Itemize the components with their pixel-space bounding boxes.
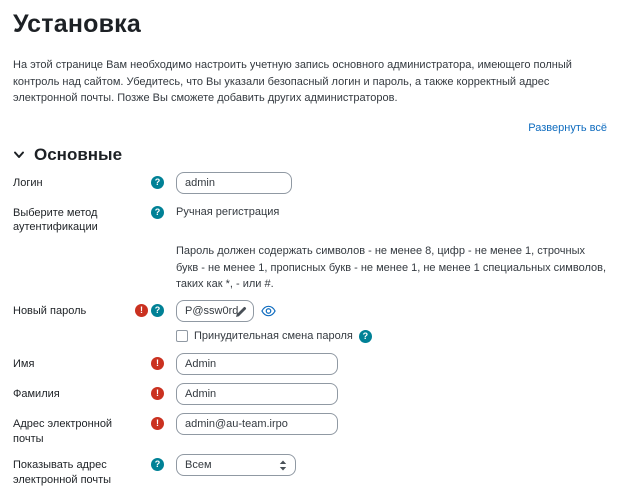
section-general-header[interactable]: [13, 145, 608, 165]
lastname-label: Фамилия: [13, 383, 125, 402]
auth-method-row: [13, 202, 608, 236]
section-title: Основные: [34, 145, 122, 165]
required-icon[interactable]: !: [151, 417, 164, 430]
password-policy-row: [13, 243, 608, 293]
help-icon[interactable]: ?: [151, 206, 164, 219]
username-label: Логин: [13, 172, 125, 191]
email-visibility-select[interactable]: [176, 454, 296, 476]
lastname-row: [13, 383, 608, 405]
admin-account-form: [13, 172, 608, 488]
show-password-eye-icon[interactable]: [261, 305, 276, 317]
required-icon[interactable]: !: [135, 304, 148, 317]
expand-all-link[interactable]: Развернуть всё: [528, 122, 607, 134]
help-icon[interactable]: ?: [359, 330, 372, 343]
auth-method-value: Ручная регистрация: [176, 202, 279, 218]
email-label: Адрес электронной почты: [13, 413, 125, 447]
password-policy-text: Пароль должен содержать символов - не менее 8, цифр - не менее 1, строчных букв - не менее 1, прописных букв - не менее 1, не менее 1 специальных символов, таких как *, - или #.: [176, 243, 608, 293]
page-description: На этой странице Вам необходимо настроить учетную запись основного администратора, имеющего полный контроль над сайтом. Убедитесь, что Вы указали безопасный логин и пароль, а также корректный адрес электронной почты. Позже Вы сможете добавить других администраторов.: [13, 57, 608, 107]
page-title: Установка: [13, 10, 608, 39]
help-icon[interactable]: ?: [151, 176, 164, 189]
lastname-input[interactable]: [176, 383, 338, 405]
edit-pencil-icon[interactable]: [235, 305, 247, 317]
force-change-label: Принудительная смена пароля: [194, 330, 353, 342]
help-icon[interactable]: ?: [151, 458, 164, 471]
email-visibility-label: Показывать адрес электронной почты: [13, 454, 125, 488]
expand-all-row: [13, 118, 608, 136]
firstname-label: Имя: [13, 353, 125, 372]
help-icon[interactable]: ?: [151, 304, 164, 317]
force-change-row: [13, 330, 608, 343]
new-password-label: Новый пароль: [13, 300, 125, 319]
email-visibility-row: [13, 454, 608, 488]
email-row: [13, 413, 608, 447]
username-input[interactable]: [176, 172, 292, 194]
force-change-checkbox[interactable]: [176, 330, 188, 342]
firstname-row: [13, 353, 608, 375]
username-row: [13, 172, 608, 194]
new-password-row: [13, 300, 608, 322]
select-updown-icon: [279, 460, 287, 471]
chevron-down-icon: [13, 149, 25, 161]
email-input[interactable]: [176, 413, 338, 435]
firstname-input[interactable]: [176, 353, 338, 375]
auth-method-label: Выберите метод аутентификации: [13, 202, 125, 236]
required-icon[interactable]: !: [151, 387, 164, 400]
required-icon[interactable]: !: [151, 357, 164, 370]
email-visibility-value: Всем: [185, 459, 212, 471]
